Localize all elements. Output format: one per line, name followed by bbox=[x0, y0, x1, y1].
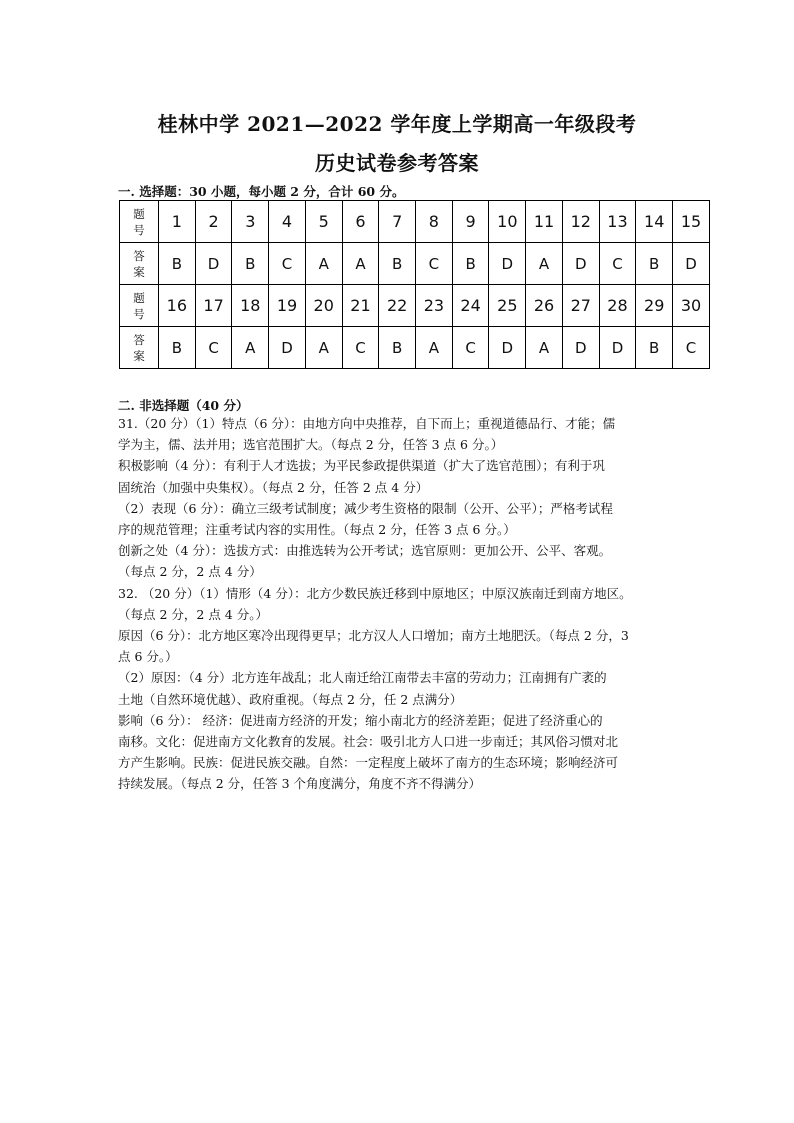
question-number-label: 题 号 bbox=[120, 285, 159, 327]
question-number-cell: 16 bbox=[159, 285, 196, 327]
question-number-cell: 10 bbox=[489, 201, 526, 243]
answer-row bbox=[120, 327, 710, 369]
answer-cell: A bbox=[526, 327, 563, 369]
answer-cell: C bbox=[416, 243, 453, 285]
question-number-cell: 5 bbox=[305, 201, 342, 243]
answer-cell: A bbox=[416, 327, 453, 369]
answer-cell: D bbox=[599, 327, 636, 369]
answer-cell: C bbox=[195, 327, 232, 369]
answer-cell: C bbox=[342, 327, 379, 369]
answer-cell: D bbox=[489, 243, 526, 285]
question-number-cell: 26 bbox=[526, 285, 563, 327]
answer-cell: B bbox=[379, 243, 416, 285]
answer-text-line: 32. （20 分）（1）情形（4 分）：北方少数民族迁移到中原地区；中原汉族南迁到南方地区。 bbox=[118, 585, 632, 601]
page-title: 桂林中学 2021—2022 学年度上学期高一年级段考 bbox=[157, 112, 637, 136]
question-number-cell: 11 bbox=[526, 201, 563, 243]
question-number-row bbox=[120, 201, 710, 243]
answer-text-line: 南移。文化：促进南方文化教育的发展。社会：吸引北方人口进一步南迁；其风俗习惯对北 bbox=[118, 734, 619, 750]
question-number-cell: 7 bbox=[379, 201, 416, 243]
answer-cell: D bbox=[269, 327, 306, 369]
answer-text-line: 点 6 分。） bbox=[118, 649, 178, 665]
question-number-row bbox=[120, 285, 710, 327]
question-number-cell: 12 bbox=[562, 201, 599, 243]
answer-cell: B bbox=[159, 327, 196, 369]
answer-table-body bbox=[120, 201, 710, 369]
question-number-cell: 8 bbox=[416, 201, 453, 243]
answer-text-line: 积极影响（4 分）：有利于人才选拔；为平民参政提供渠道（扩大了选官范围）；有利于巩 bbox=[118, 458, 605, 474]
page-subtitle: 历史试卷参考答案 bbox=[315, 151, 479, 175]
answer-cell: D bbox=[562, 327, 599, 369]
answer-text-line: 影响（6 分）： 经济：促进南方经济的开发；缩小南北方的经济差距；促进了经济重心的 bbox=[118, 712, 603, 728]
question-number-cell: 29 bbox=[636, 285, 673, 327]
question-number-cell: 25 bbox=[489, 285, 526, 327]
answer-cell: A bbox=[305, 327, 342, 369]
answer-cell: A bbox=[342, 243, 379, 285]
answer-cell: B bbox=[232, 243, 269, 285]
answer-cell: A bbox=[232, 327, 269, 369]
answer-text-line: 固统治（加强中央集权）。（每点 2 分，任答 2 点 4 分） bbox=[118, 479, 429, 495]
answer-text-line: 创新之处（4 分）：选拔方式：由推选转为公开考试；选官原则：更加公开、公平、客观。 bbox=[118, 543, 612, 559]
question-number-cell: 9 bbox=[452, 201, 489, 243]
answer-cell: C bbox=[673, 327, 710, 369]
answer-cell: A bbox=[526, 243, 563, 285]
question-number-cell: 30 bbox=[673, 285, 710, 327]
question-number-cell: 13 bbox=[599, 201, 636, 243]
answer-text-line: （每点 2 分，2 点 4 分） bbox=[118, 564, 262, 580]
question-number-cell: 24 bbox=[452, 285, 489, 327]
answer-cell: D bbox=[195, 243, 232, 285]
answer-cell: A bbox=[305, 243, 342, 285]
answer-text-line: 序的规范管理；注重考试内容的实用性。（每点 2 分，任答 3 点 6 分。） bbox=[118, 522, 516, 538]
question-number-label: 题 号 bbox=[120, 201, 159, 243]
answer-text-line: （2）表现（6 分）：确立三级考试制度；减少考生资格的限制（公开、公平）；严格考试程 bbox=[118, 500, 613, 516]
answer-table bbox=[119, 200, 710, 369]
question-number-cell: 17 bbox=[195, 285, 232, 327]
answer-cell: D bbox=[673, 243, 710, 285]
question-number-cell: 3 bbox=[232, 201, 269, 243]
question-number-cell: 6 bbox=[342, 201, 379, 243]
answer-cell: B bbox=[159, 243, 196, 285]
question-number-cell: 2 bbox=[195, 201, 232, 243]
answer-cell: D bbox=[489, 327, 526, 369]
question-number-cell: 20 bbox=[305, 285, 342, 327]
answer-text-line: 方产生影响。民族：促进民族交融。自然：一定程度上破坏了南方的生态环境；影响经济可 bbox=[118, 755, 619, 771]
answer-label: 答 案 bbox=[120, 243, 159, 285]
answer-text-block bbox=[118, 413, 688, 795]
question-number-cell: 22 bbox=[379, 285, 416, 327]
question-number-cell: 21 bbox=[342, 285, 379, 327]
answer-text-line: 持续发展。（每点 2 分，任答 3 个角度满分，角度不齐不得满分） bbox=[118, 776, 482, 792]
answer-cell: C bbox=[452, 327, 489, 369]
answer-text-line: 土地（自然环境优越）、政府重视。（每点 2 分，任 2 点满分） bbox=[118, 691, 463, 707]
question-number-cell: 19 bbox=[269, 285, 306, 327]
answer-label: 答 案 bbox=[120, 327, 159, 369]
question-number-cell: 1 bbox=[159, 201, 196, 243]
answer-cell: C bbox=[599, 243, 636, 285]
answer-cell: B bbox=[379, 327, 416, 369]
answer-text-line: 31.（20 分）（1）特点（6 分）：由地方向中央推荐，自下而上；重视道德品行、才能；儒 bbox=[118, 416, 616, 431]
section-1-heading: 一. 选择题：30 小题，每小题 2 分，合计 60 分。 bbox=[118, 184, 405, 199]
question-number-cell: 15 bbox=[673, 201, 710, 243]
answer-cell: B bbox=[636, 327, 673, 369]
answer-cell: C bbox=[269, 243, 306, 285]
section-2-heading: 二. 非选择题（40 分） bbox=[118, 398, 249, 413]
answer-text-line: 学为主，儒、法并用；选官范围扩大。（每点 2 分，任答 3 点 6 分。） bbox=[118, 437, 504, 453]
answer-row bbox=[120, 243, 710, 285]
question-number-cell: 23 bbox=[416, 285, 453, 327]
answer-text-line: （每点 2 分，2 点 4 分。） bbox=[118, 606, 268, 622]
question-number-cell: 28 bbox=[599, 285, 636, 327]
answer-text-line: （2）原因：（4 分）北方连年战乱；北人南迁给江南带去丰富的劳动力；江南拥有广袤的 bbox=[118, 670, 607, 686]
question-number-cell: 4 bbox=[269, 201, 306, 243]
answer-cell: B bbox=[636, 243, 673, 285]
question-number-cell: 14 bbox=[636, 201, 673, 243]
answer-cell: B bbox=[452, 243, 489, 285]
question-number-cell: 18 bbox=[232, 285, 269, 327]
answer-text-line: 原因（6 分）：北方地区寒冷出现得更早；北方汉人人口增加；南方土地肥沃。（每点 2 分，3 bbox=[118, 628, 629, 644]
answer-cell: D bbox=[562, 243, 599, 285]
question-number-cell: 27 bbox=[562, 285, 599, 327]
